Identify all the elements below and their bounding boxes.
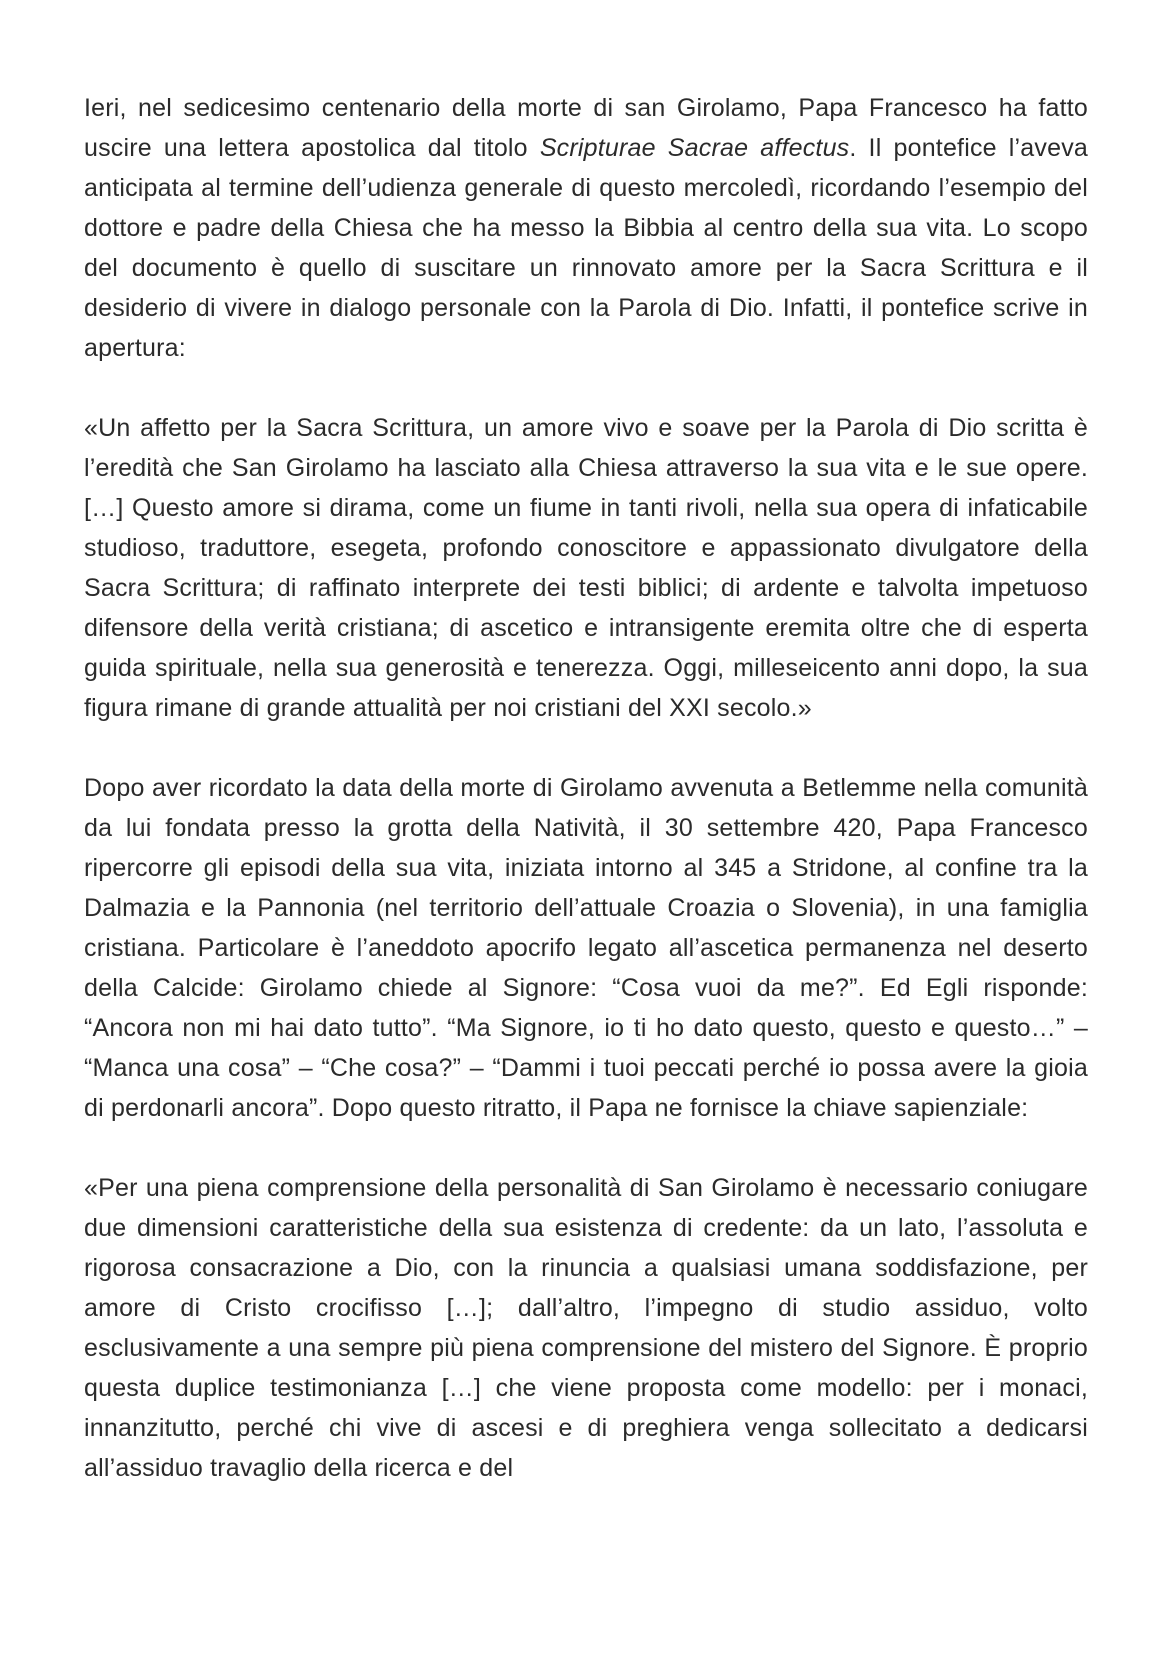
paragraph-quote-2: «Per una piena comprensione della personalità di San Girolamo è necessario coniugare due dimensioni caratteristiche della sua esistenza di credente: da un lato, l’assoluta e rigorosa consacrazione a Dio, con la rinuncia a qualsiasi umana soddisfazione, per amore di Cristo crocifisso […]; dall’altro, l’impegno di studio assiduo, volto esclusivamente a una sempre più piena comprensione del mistero del Signore. È proprio questa duplice testimonianza […] che viene proposta come modello: per i monaci, innanzitutto, perché chi vive di ascesi e di preghiera venga sollecitato a dedicarsi all’assiduo travaglio della ricerca e del: [84, 1174, 1088, 1482]
paragraph-biography: Dopo aver ricordato la data della morte di Girolamo avvenuta a Betlemme nella comunità da lui fondata presso la grotta della Natività, il 30 settembre 420, Papa Francesco ripercorre gli episodi della sua vita, iniziata intorno al 345 a Stridone, al confine tra la Dalmazia e la Pannonia (nel territorio dell’attuale Croazia o Slovenia), in una famiglia cristiana. Particolare è l’aneddoto apocrifo legato all’ascetica permanenza nel deserto della Calcide: Girolamo chiede al Signore: “Cosa vuoi da me?”. Ed Egli risponde: “Ancora non mi hai dato tutto”. “Ma Signore, io ti ho dato questo, questo e questo…” – “Manca una cosa” – “Che cosa?” – “Dammi i tuoi peccati perché io possa avere la gioia di perdonarli ancora”. Dopo questo ritratto, il Papa ne fornisce la chiave sapienziale:: [84, 774, 1088, 1122]
intro-text-after: . Il pontefice l’aveva anticipata al termine dell’udienza generale di questo mercoledì, ricordando l’esempio del dottore e padre della Chiesa che ha messo la Bibbia al centro della sua vita. Lo scopo del documento è quello di suscitare un rinnovato amore per la Sacra Scrittura e il desiderio di vivere in dialogo personale con la Parola di Dio. Infatti, il pontefice scrive in apertura:: [84, 134, 1088, 362]
paragraph-quote-1: «Un affetto per la Sacra Scrittura, un amore vivo e soave per la Parola di Dio scritta è l’eredità che San Girolamo ha lasciato alla Chiesa attraverso la sua vita e le sue opere. […] Questo amore si dirama, come un fiume in tanti rivoli, nella sua opera di infaticabile studioso, traduttore, esegeta, profondo conoscitore e appassionato divulgatore della Sacra Scrittura; di raffinato interprete dei testi biblici; di ardente e talvolta impetuoso difensore della verità cristiana; di ascetico e intransigente eremita oltre che di esperta guida spirituale, nella sua generosità e tenerezza. Oggi, milleseicento anni dopo, la sua figura rimane di grande attualità per noi cristiani del XXI secolo.»: [84, 414, 1088, 722]
paragraph-intro: [84, 88, 1088, 368]
letter-title: Scripturae Sacrae affectus: [539, 134, 850, 162]
intro-text-before: Ieri, nel sedicesimo centenario della morte di san Girolamo, Papa Francesco ha fatto uscire una lettera apostolica dal titolo: [84, 94, 1088, 162]
document-page: [84, 88, 1088, 1488]
